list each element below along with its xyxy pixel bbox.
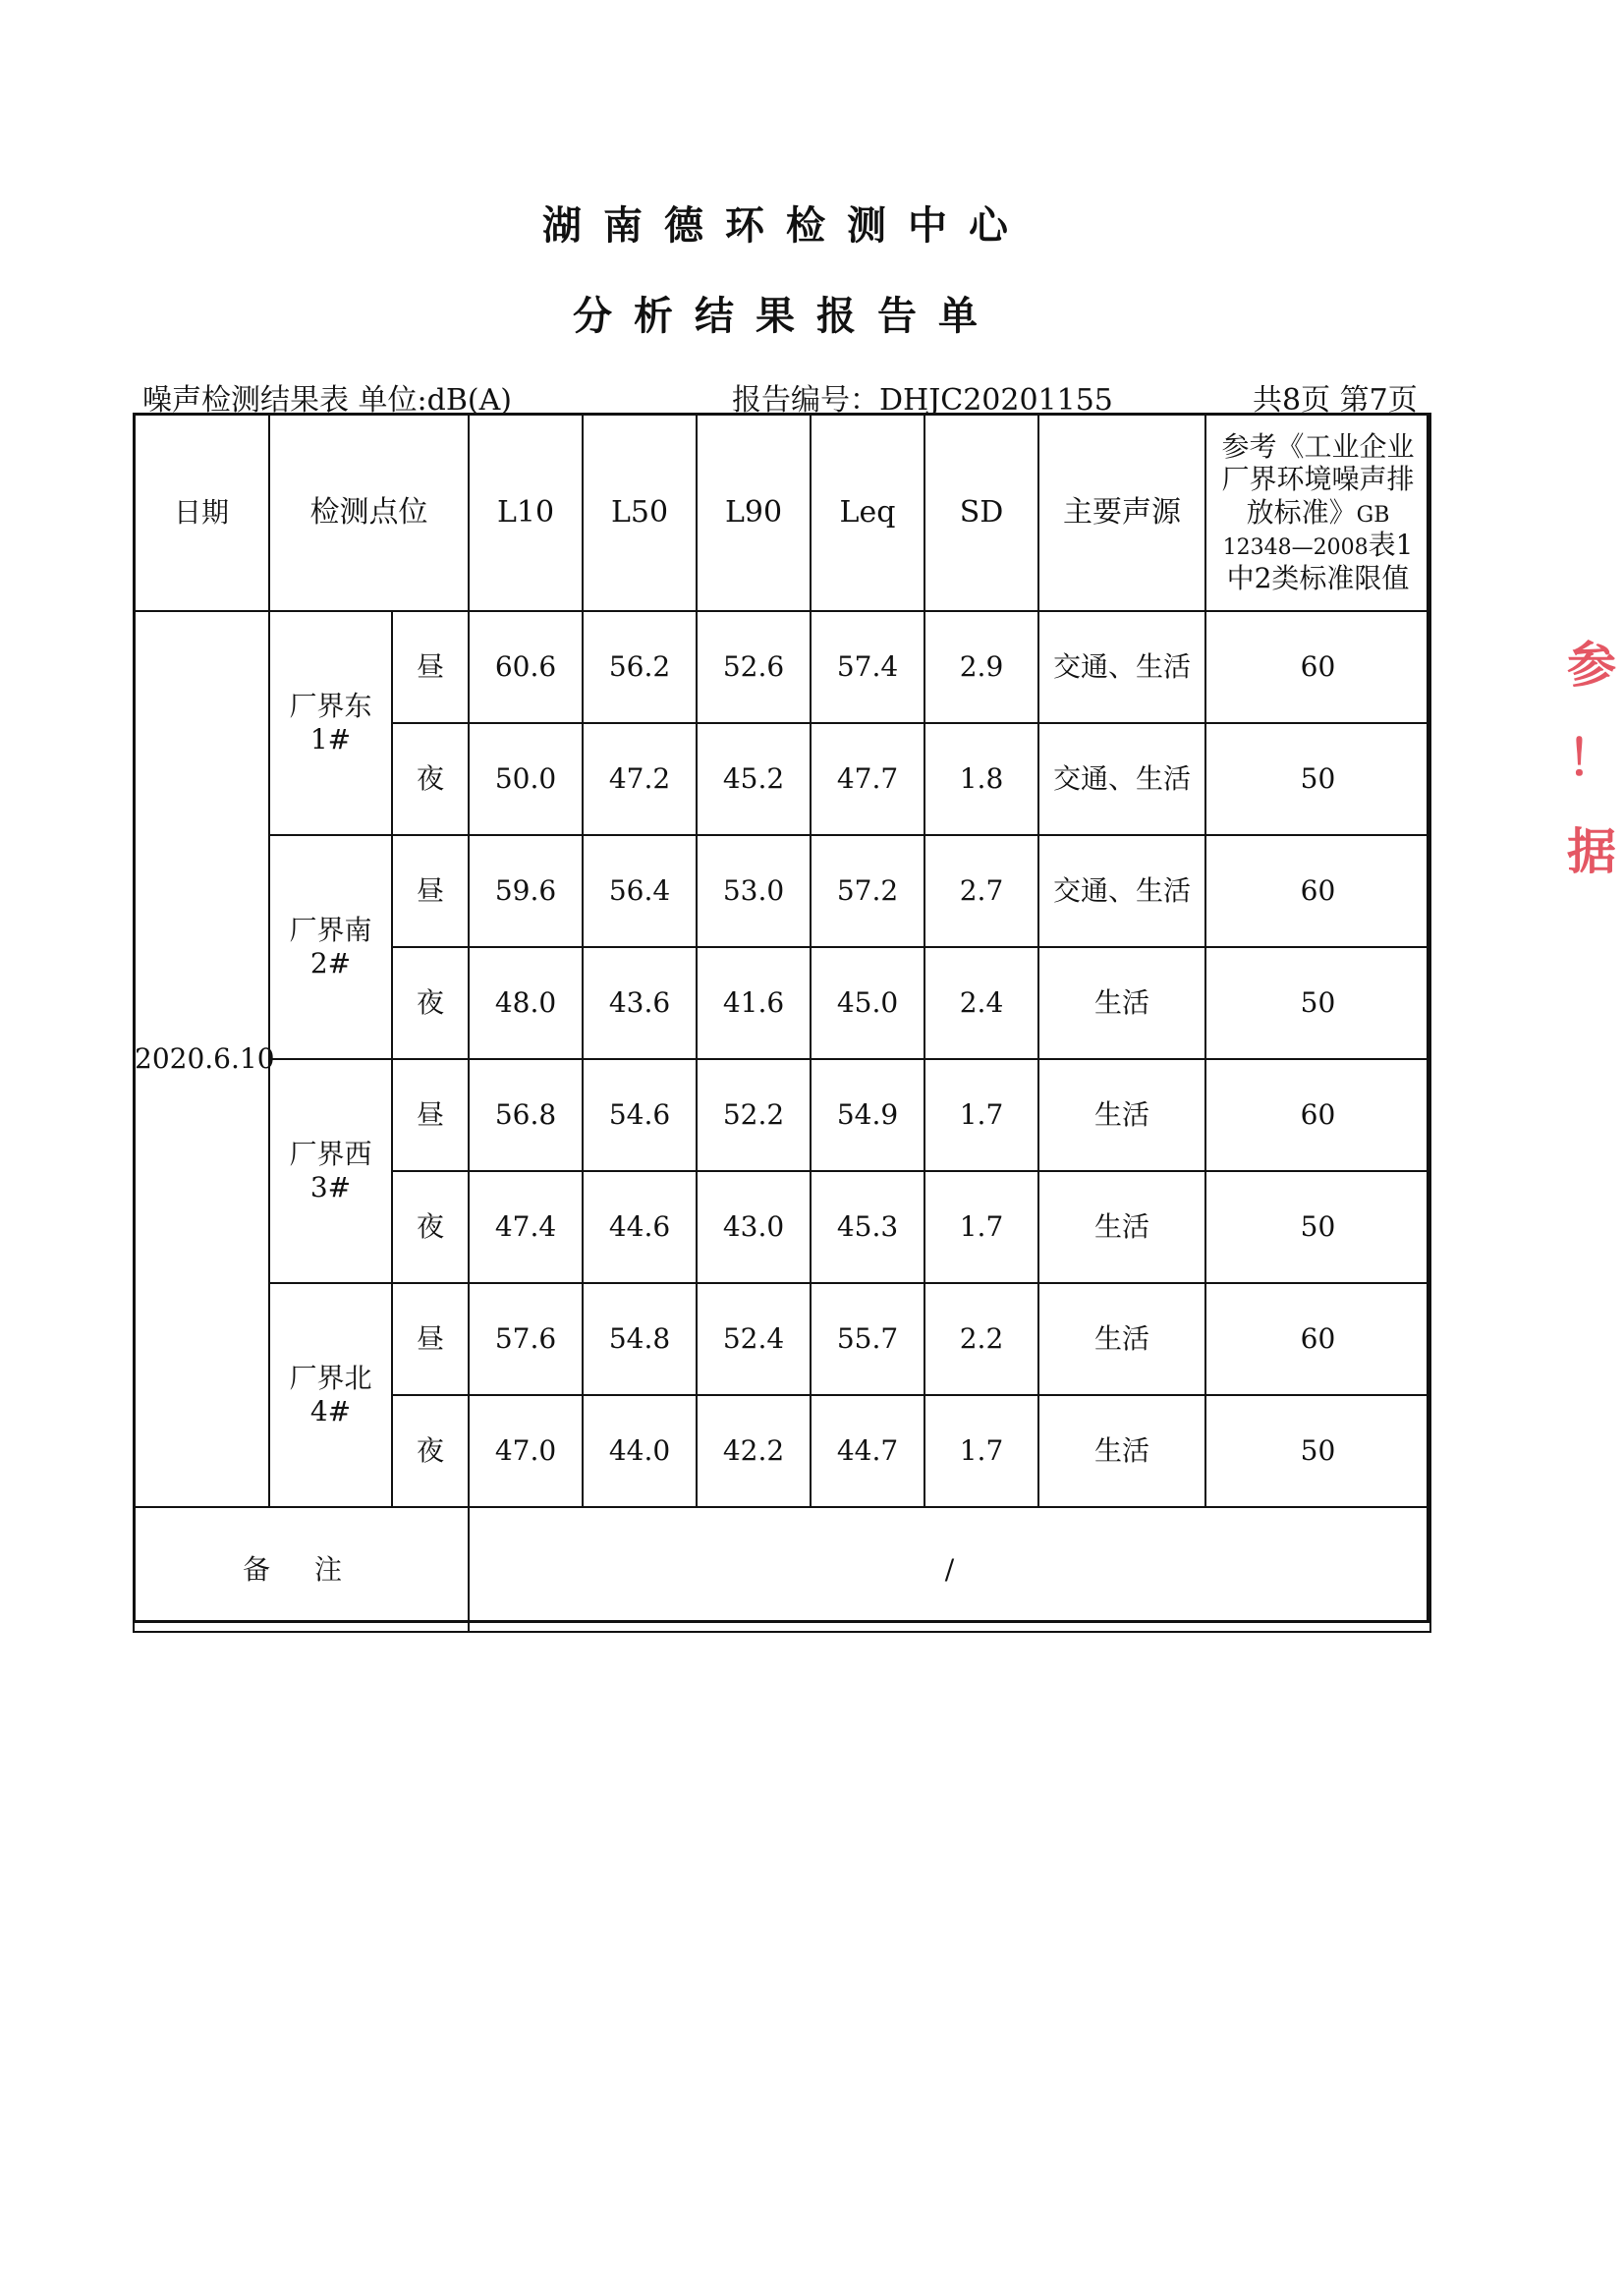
source-cell: 生活 bbox=[1038, 1171, 1205, 1283]
header-standard bbox=[1205, 414, 1430, 611]
leq-cell: 54.9 bbox=[811, 1059, 924, 1171]
remark-row bbox=[134, 1507, 1430, 1632]
table-row bbox=[134, 611, 1430, 723]
point-name: 厂界北 bbox=[289, 1362, 372, 1395]
header-sd: SD bbox=[924, 414, 1038, 611]
l50-cell: 56.2 bbox=[583, 611, 697, 723]
standard-name: 参考《工业企业厂界环境噪声排放标准》 bbox=[1221, 429, 1415, 529]
sd-cell: 1.8 bbox=[924, 723, 1038, 835]
point-cell bbox=[269, 611, 392, 835]
l90-cell: 43.0 bbox=[697, 1171, 811, 1283]
sd-cell: 2.4 bbox=[924, 947, 1038, 1059]
limit-cell: 50 bbox=[1205, 1171, 1430, 1283]
point-name: 厂界西 bbox=[289, 1138, 372, 1171]
header-l10: L10 bbox=[469, 414, 583, 611]
point-cell bbox=[269, 1059, 392, 1283]
leq-cell: 57.4 bbox=[811, 611, 924, 723]
limit-cell: 50 bbox=[1205, 1395, 1430, 1507]
period-cell: 昼 bbox=[392, 835, 469, 947]
source-cell: 交通、生活 bbox=[1038, 835, 1205, 947]
remark-label: 备 注 bbox=[134, 1507, 469, 1632]
l10-cell: 57.6 bbox=[469, 1283, 583, 1395]
remark-value: / bbox=[469, 1507, 1430, 1632]
leq-cell: 55.7 bbox=[811, 1283, 924, 1395]
leq-cell: 57.2 bbox=[811, 835, 924, 947]
l10-cell: 56.8 bbox=[469, 1059, 583, 1171]
source-cell: 生活 bbox=[1038, 1059, 1205, 1171]
point-cell bbox=[269, 835, 392, 1059]
point-no: 2# bbox=[309, 947, 352, 980]
header-l90: L90 bbox=[697, 414, 811, 611]
header-source: 主要声源 bbox=[1038, 414, 1205, 611]
stamp-char: ！ bbox=[1567, 730, 1616, 787]
l90-cell: 52.6 bbox=[697, 611, 811, 723]
leq-cell: 44.7 bbox=[811, 1395, 924, 1507]
leq-cell: 45.3 bbox=[811, 1171, 924, 1283]
noise-results-table bbox=[133, 413, 1431, 1633]
table-row bbox=[134, 835, 1430, 947]
sd-cell: 2.7 bbox=[924, 835, 1038, 947]
period-cell: 夜 bbox=[392, 1395, 469, 1507]
l90-cell: 41.6 bbox=[697, 947, 811, 1059]
sd-cell: 1.7 bbox=[924, 1059, 1038, 1171]
point-cell bbox=[269, 1283, 392, 1507]
limit-cell: 60 bbox=[1205, 1059, 1430, 1171]
stamp-char: 参 bbox=[1567, 637, 1616, 694]
sd-cell: 2.2 bbox=[924, 1283, 1038, 1395]
period-cell: 昼 bbox=[392, 611, 469, 723]
l10-cell: 48.0 bbox=[469, 947, 583, 1059]
org-title: 湖南德环检测中心 bbox=[542, 203, 1030, 249]
sd-cell: 1.7 bbox=[924, 1171, 1038, 1283]
report-number: 报告编号：DHJC20201155 bbox=[732, 383, 1113, 418]
l10-cell: 47.4 bbox=[469, 1171, 583, 1283]
period-cell: 夜 bbox=[392, 723, 469, 835]
l90-cell: 42.2 bbox=[697, 1395, 811, 1507]
date-cell: 2020.6.10 bbox=[134, 611, 269, 1507]
source-cell: 生活 bbox=[1038, 1283, 1205, 1395]
period-cell: 夜 bbox=[392, 1171, 469, 1283]
leq-cell: 45.0 bbox=[811, 947, 924, 1059]
standard-code: GB 12348—2008 bbox=[1222, 502, 1390, 561]
header-row bbox=[134, 414, 1430, 611]
l90-cell: 53.0 bbox=[697, 835, 811, 947]
point-name: 厂界南 bbox=[289, 914, 372, 947]
l10-cell: 60.6 bbox=[469, 611, 583, 723]
table-row bbox=[134, 1283, 1430, 1395]
point-no: 3# bbox=[309, 1171, 352, 1203]
header-date: 日期 bbox=[134, 414, 269, 611]
l50-cell: 43.6 bbox=[583, 947, 697, 1059]
limit-cell: 60 bbox=[1205, 835, 1430, 947]
source-cell: 生活 bbox=[1038, 1395, 1205, 1507]
limit-cell: 60 bbox=[1205, 1283, 1430, 1395]
limit-cell: 50 bbox=[1205, 723, 1430, 835]
l10-cell: 50.0 bbox=[469, 723, 583, 835]
l10-cell: 47.0 bbox=[469, 1395, 583, 1507]
header-point: 检测点位 bbox=[269, 414, 469, 611]
standard-tail: 表1中2类标准限值 bbox=[1226, 529, 1414, 594]
document-title: 分析结果报告单 bbox=[573, 294, 999, 339]
source-cell: 生活 bbox=[1038, 947, 1205, 1059]
header-leq: Leq bbox=[811, 414, 924, 611]
source-cell: 交通、生活 bbox=[1038, 723, 1205, 835]
l90-cell: 45.2 bbox=[697, 723, 811, 835]
point-no: 1# bbox=[309, 723, 352, 756]
l50-cell: 54.8 bbox=[583, 1283, 697, 1395]
l50-cell: 56.4 bbox=[583, 835, 697, 947]
point-no: 4# bbox=[309, 1395, 352, 1427]
period-cell: 昼 bbox=[392, 1283, 469, 1395]
period-cell: 昼 bbox=[392, 1059, 469, 1171]
leq-cell: 47.7 bbox=[811, 723, 924, 835]
limit-cell: 60 bbox=[1205, 611, 1430, 723]
page-count: 共8页 第7页 bbox=[1253, 383, 1418, 418]
table-name: 噪声检测结果表 单位:dB(A) bbox=[142, 383, 512, 418]
red-seal-stamp bbox=[1567, 619, 1616, 899]
point-name: 厂界东 bbox=[289, 690, 372, 723]
sd-cell: 2.9 bbox=[924, 611, 1038, 723]
l50-cell: 54.6 bbox=[583, 1059, 697, 1171]
period-cell: 夜 bbox=[392, 947, 469, 1059]
stamp-char: 据 bbox=[1567, 823, 1616, 880]
l90-cell: 52.2 bbox=[697, 1059, 811, 1171]
table-row bbox=[134, 1059, 1430, 1171]
header-l50: L50 bbox=[583, 414, 697, 611]
l90-cell: 52.4 bbox=[697, 1283, 811, 1395]
l50-cell: 44.0 bbox=[583, 1395, 697, 1507]
source-cell: 交通、生活 bbox=[1038, 611, 1205, 723]
limit-cell: 50 bbox=[1205, 947, 1430, 1059]
l50-cell: 47.2 bbox=[583, 723, 697, 835]
sd-cell: 1.7 bbox=[924, 1395, 1038, 1507]
l10-cell: 59.6 bbox=[469, 835, 583, 947]
l50-cell: 44.6 bbox=[583, 1171, 697, 1283]
